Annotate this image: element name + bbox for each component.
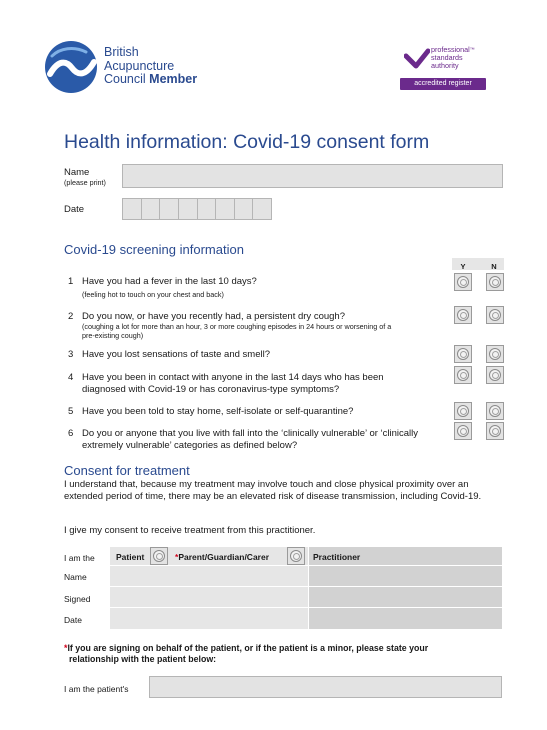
psa-check-icon bbox=[404, 48, 430, 70]
bacc-wave-icon bbox=[44, 40, 98, 94]
date-label: Date bbox=[64, 204, 85, 215]
question-text: Do you now, or have you recently had, a persistent dry cough? bbox=[82, 311, 345, 322]
bacc-logo bbox=[44, 40, 214, 96]
date-digit-box[interactable] bbox=[122, 198, 142, 220]
question-text: Have you been told to stay home, self-isolate or self-quarantine? bbox=[82, 406, 354, 417]
date-digit-box[interactable] bbox=[215, 198, 235, 220]
q4-no-radio[interactable] bbox=[486, 366, 504, 384]
guardian-option-label: *Parent/Guardian/Carer bbox=[175, 552, 270, 562]
consent-signed-label: Signed bbox=[64, 594, 91, 604]
accredited-register-badge: accredited register bbox=[400, 78, 486, 90]
question-number: 4 bbox=[68, 372, 74, 383]
page-title: Health information: Covid-19 consent form bbox=[64, 131, 430, 153]
consent-heading: Consent for treatment bbox=[64, 463, 190, 478]
q3-yes-radio[interactable] bbox=[454, 345, 472, 363]
name-hint: (please print) bbox=[64, 178, 106, 187]
consent-name-field[interactable] bbox=[110, 566, 308, 586]
question-text: Do you or anyone that you live with fall into the ‘clinically vulnerable’ or ‘clinically extremely vulnerable’ categories as defined below? bbox=[82, 428, 419, 451]
relationship-label: I am the patient's bbox=[64, 684, 129, 694]
date-digit-box[interactable] bbox=[252, 198, 272, 220]
date-digit-box[interactable] bbox=[234, 198, 254, 220]
consent-date-label: Date bbox=[64, 615, 82, 625]
i-am-the-label: I am the bbox=[64, 553, 95, 563]
relationship-field[interactable] bbox=[149, 676, 502, 698]
question-subtext: (feeling hot to touch on your chest and back) bbox=[82, 290, 224, 299]
consent-paragraph: I understand that, because my treatment may involve touch and close physical proximity over an extended period of time, there may be an elevated risk of disease transmission, including Covid-19. bbox=[64, 479, 482, 502]
q6-no-radio[interactable] bbox=[486, 422, 504, 440]
practitioner-signed-field[interactable] bbox=[309, 587, 502, 607]
patient-radio[interactable] bbox=[150, 547, 168, 565]
question-number: 2 bbox=[68, 311, 74, 322]
date-digit-box[interactable] bbox=[178, 198, 198, 220]
q2-yes-radio[interactable] bbox=[454, 306, 472, 324]
question-subtext: (coughing a lot for more than an hour, 3 or more coughing episodes in 24 hours or worsening of a pre-existing cough) bbox=[82, 322, 392, 340]
q6-yes-radio[interactable] bbox=[454, 422, 472, 440]
question-text: Have you had a fever in the last 10 days? bbox=[82, 276, 257, 287]
no-column-header: N bbox=[491, 262, 497, 271]
psa-logo bbox=[400, 44, 486, 92]
psa-wordmark: professional™ standards authority bbox=[431, 45, 475, 70]
consent-date-field[interactable] bbox=[110, 608, 308, 629]
consent-signed-field[interactable] bbox=[110, 587, 308, 607]
screening-heading: Covid-19 screening information bbox=[64, 242, 244, 257]
question-number: 3 bbox=[68, 349, 74, 360]
q3-no-radio[interactable] bbox=[486, 345, 504, 363]
q5-no-radio[interactable] bbox=[486, 402, 504, 420]
q1-no-radio[interactable] bbox=[486, 273, 504, 291]
q5-yes-radio[interactable] bbox=[454, 402, 472, 420]
date-digit-box[interactable] bbox=[159, 198, 179, 220]
date-digit-box[interactable] bbox=[141, 198, 161, 220]
question-text: Have you lost sensations of taste and smell? bbox=[82, 349, 270, 360]
bacc-wordmark: British Acupuncture Council Member bbox=[104, 45, 198, 86]
name-field[interactable] bbox=[122, 164, 503, 188]
q1-yes-radio[interactable] bbox=[454, 273, 472, 291]
question-number: 1 bbox=[68, 276, 74, 287]
practitioner-column-label: Practitioner bbox=[313, 552, 361, 562]
date-field[interactable] bbox=[122, 198, 271, 220]
question-number: 6 bbox=[68, 428, 74, 439]
q4-yes-radio[interactable] bbox=[454, 366, 472, 384]
question-text: Have you been in contact with anyone in the last 14 days who has been diagnosed with Covid-19 or has coronavirus-type symptoms? bbox=[82, 372, 384, 395]
guardian-radio[interactable] bbox=[287, 547, 305, 565]
practitioner-date-field[interactable] bbox=[309, 608, 502, 629]
question-number: 5 bbox=[68, 406, 74, 417]
consent-statement: I give my consent to receive treatment from this practitioner. bbox=[64, 525, 316, 536]
patient-option-label: Patient bbox=[116, 552, 145, 562]
name-label: Name bbox=[64, 167, 90, 178]
yes-column-header: Y bbox=[460, 262, 466, 271]
date-digit-box[interactable] bbox=[197, 198, 217, 220]
consent-name-label: Name bbox=[64, 572, 87, 582]
practitioner-name-field[interactable] bbox=[309, 566, 502, 586]
q2-no-radio[interactable] bbox=[486, 306, 504, 324]
footnote: *If you are signing on behalf of the patient, or if the patient is a minor, please state your relationship with the patient below: bbox=[64, 643, 429, 664]
